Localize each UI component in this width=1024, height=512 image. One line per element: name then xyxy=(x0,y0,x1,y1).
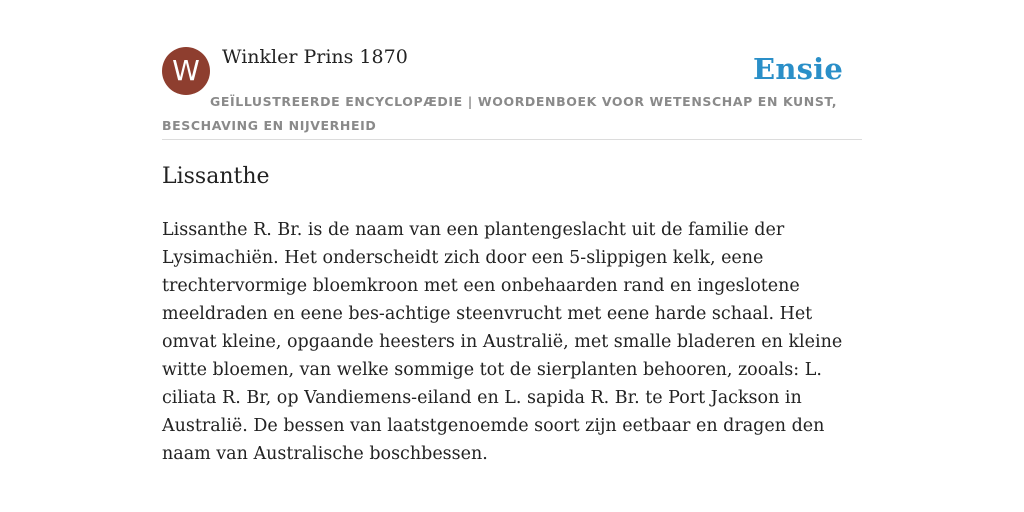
entry-title: Lissanthe xyxy=(162,164,270,189)
source-subtitle: GEÏLLUSTREERDE ENCYCLOPÆDIE | WOORDENBOEK VOOR WETENSCHAP EN KUNST, BESCHAVING EN NIJVERHEID xyxy=(162,94,838,133)
avatar-letter: W xyxy=(172,54,200,87)
source-title[interactable]: Winkler Prins 1870 xyxy=(222,46,408,68)
entry-body: Lissanthe R. Br. is de naam van een plantengeslacht uit de familie der Lysimachiën. Het onderscheidt zich door een 5-slippigen kelk, eene trechtervormige bloemkroon met een onbehaarden rand en ingeslotene meeldraden en eene bes-achtige steenvrucht met eene harde schaal. Het omvat kleine, opgaande heesters in Australië, met smalle bladeren en kleine witte bloemen, van welke sommige tot de sierplanten behooren, zooals: L. ciliata R. Br, op Vandiemens-eiland en L. sapida R. Br. te Port Jackson in Australië. De bessen van laatstgenoemde soort zijn eetbaar en dragen den naam van Australische boschbessen. xyxy=(162,220,843,464)
header-divider xyxy=(162,139,862,140)
source-avatar xyxy=(162,47,210,95)
ensie-logo[interactable]: Ensie xyxy=(753,52,843,86)
